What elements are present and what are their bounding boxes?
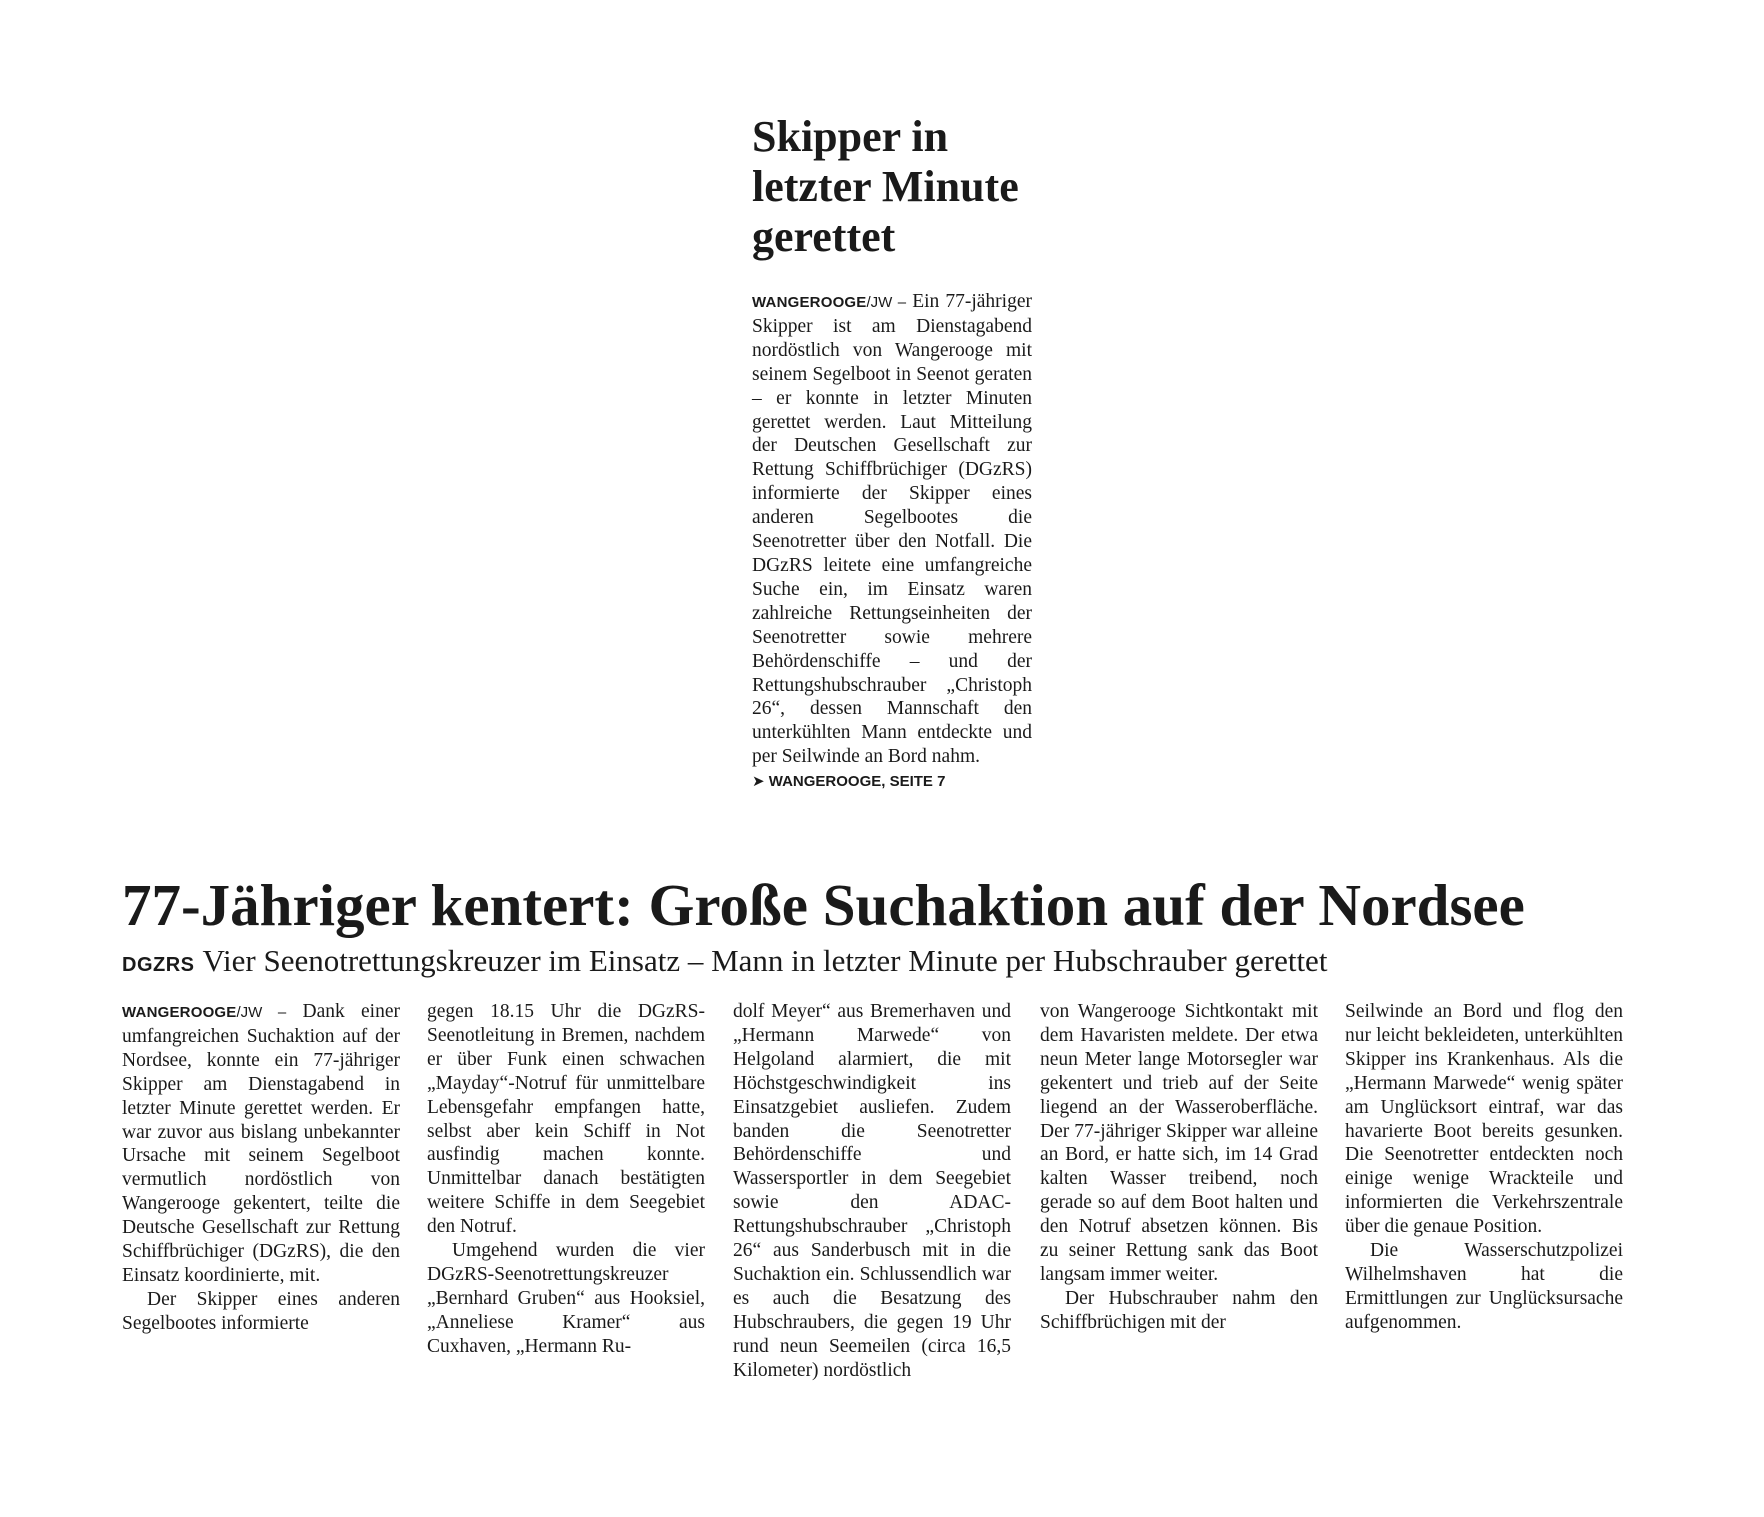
article-column-3	[733, 1000, 1011, 1383]
article-agency: /JW –	[236, 1004, 287, 1021]
column-paragraph: Die Wasserschutzpolizei Wilhelmshaven hat die Ermittlungen zur Unglücksursache aufgenommen.	[1345, 1240, 1623, 1333]
column-paragraph: dolf Meyer“ aus Bremerhaven und „Hermann Marwede“ von Helgoland alarmiert, die mit Höchstgeschwindigkeit ins Einsatzgebiet ausliefen. Zudem banden die Seenotretter Behördenschiffe und Wassersportler in dem Seegebiet sowie den ADAC-Rettungshubschrauber „Christoph 26“ aus Sanderbusch mit in die Suchaktion ein. Schlussendlich war es auch die Besatzung des Hubschraubers, die gegen 19 Uhr rund neun Seemeilen (circa 16,5 Kilometer) nordöstlich	[733, 1001, 1011, 1381]
column-paragraph	[122, 1000, 400, 1288]
article-column-5	[1345, 1000, 1623, 1335]
column-paragraph: Der Hubschrauber nahm den Schiffbrüchigen mit der	[1040, 1287, 1318, 1333]
article-column-2	[427, 1000, 705, 1359]
main-headline: 77-Jähriger kentert: Große Suchaktion auf der Nordsee	[122, 872, 1525, 938]
column-paragraph: Umgehend wurden die vier DGzRS-Seenotrettungskreuzer „Bernhard Gruben“ aus Hooksiel, „Anneliese Kramer“ aus Cuxhaven, „Hermann Ru-	[427, 1240, 705, 1357]
article-column-1	[122, 1000, 400, 1336]
teaser-headline: Skipper in letzter Minute gerettet	[752, 112, 1019, 261]
column-paragraph: gegen 18.15 Uhr die DGzRS-Seenotleitung in Bremen, nachdem er über Funk einen schwachen „Mayday“-Notruf für unmittelbare Lebensgefahr empfangen hatte, selbst aber kein Schiff in Not ausfindig machen konnte. Unmittelbar danach bestätigten weitere Schiffe in dem Seegebiet den Notruf.	[427, 1001, 705, 1238]
teaser-article	[752, 112, 1032, 793]
subheadline-kicker: DGZRS	[122, 954, 195, 976]
column-paragraph: Seilwinde an Bord und flog den nur leicht bekleideten, unterkühlten Skipper ins Krankenhaus. Als die „Hermann Marwede“ wenig später am Unglücksort eintraf, war das havarierte Boot bereits gesunken. Die Seenotretter entdeckten noch einige wenige Wrackteile und informierten die Verkehrszentrale über die genaue Position.	[1345, 1001, 1623, 1238]
column-paragraph: von Wangerooge Sichtkontakt mit dem Havaristen meldete. Der etwa neun Meter lange Motorsegler war gekentert und trieb auf der Seite liegend an der Wasseroberfläche. Der 77-jähriger Skipper war alleine an Bord, er hatte sich, im 14 Grad kalten Wasser treibend, noch gerade so auf dem Boot halten und den Notruf absetzen können. Bis zu seiner Rettung sank das Boot langsam immer weiter.	[1040, 1001, 1318, 1285]
teaser-dateline: WANGEROOGE	[752, 294, 867, 311]
column-paragraph: Der Skipper eines anderen Segelbootes informierte	[122, 1288, 400, 1334]
teaser-agency: /JW –	[866, 294, 907, 311]
article-dateline: WANGEROOGE	[122, 1004, 237, 1021]
teaser-body	[752, 290, 1032, 769]
paragraph-text: Dank einer umfangreichen Suchaktion auf der Nordsee, konnte ein 77-jähriger Skipper am Dienstagabend in letzter Minute gerettet werden. Er war zuvor aus bislang unbekannter Ursache mit seinem Segelboot vermutlich nordöstlich von Wangerooge gekentert, teilte die Deutsche Gesellschaft zur Rettung Schiffbrüchiger (DGzRS), die den Einsatz koordinierte, mit.	[122, 1001, 400, 1286]
article-column-4	[1040, 1000, 1318, 1335]
subheadline	[122, 942, 1662, 984]
subheadline-text: Vier Seenotrettungskreuzer im Einsatz – Mann in letzter Minute per Hubschrauber gerettet	[202, 943, 1328, 978]
teaser-text: Ein 77-jähriger Skipper ist am Dienstagabend nordöstlich von Wangerooge mit seinem Segelboot in Seenot geraten – er konnte in letzter Minuten gerettet werden. Laut Mitteilung der Deutschen Gesellschaft zur Rettung Schiffbrüchiger (DGzRS) informierte der Skipper eines anderen Segelbootes die Seenotretter über den Notfall. Die DGzRS leitete eine umfangreiche Suche ein, im Einsatz waren zahlreiche Rettungseinheiten der Seenotretter sowie mehrere Behördenschiffe – und der Rettungshubschrauber „Christoph 26“, dessen Mannschaft den unterkühlten Mann entdeckte und per Seilwinde an Bord nahm.	[752, 291, 1032, 768]
teaser-page-reference: ➤ WANGEROOGE, SEITE 7	[752, 773, 946, 791]
